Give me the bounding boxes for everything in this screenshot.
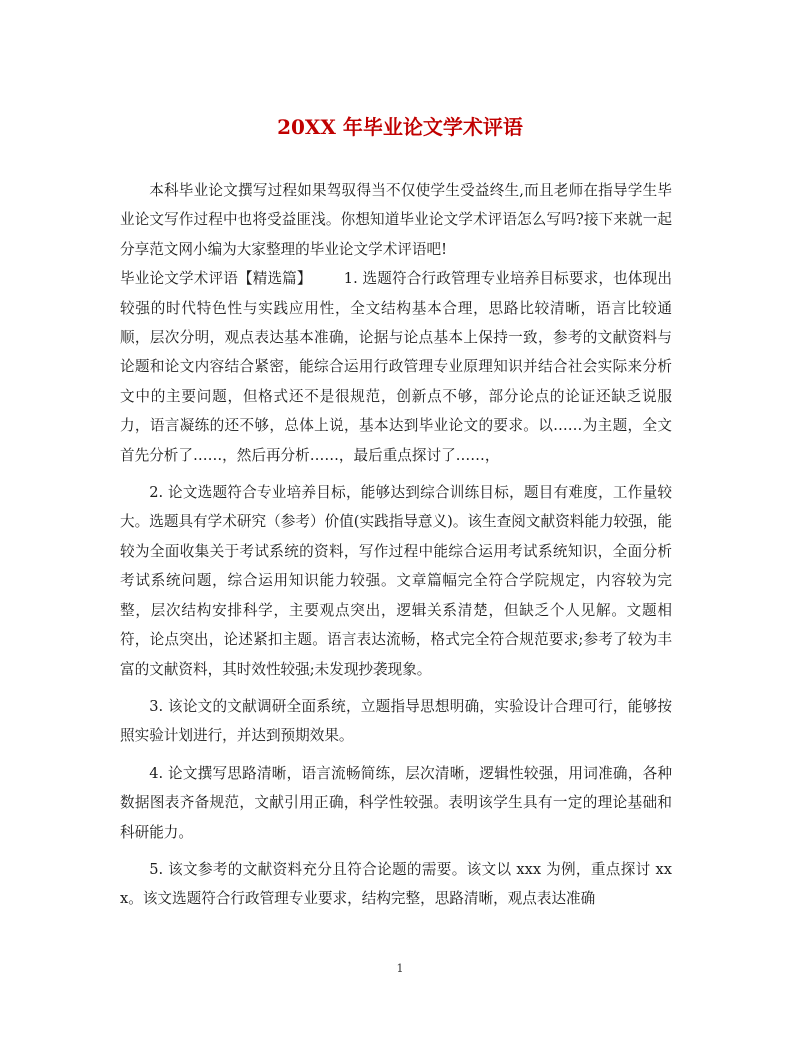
item-4-paragraph: 4. 论文撰写思路清晰，语言流畅简练，层次清晰，逻辑性较强，用词准确，各种数据图表齐备规范，文献引用正确，科学性较强。表明该学生具有一定的理论基础和科研能力。 <box>120 764 672 841</box>
item-3-paragraph: 3. 该论文的文献调研全面系统，立题指导思想明确，实验设计合理可行，能够按照实验计划进行，并达到预期效果。 <box>120 697 672 745</box>
section-heading: 毕业论文学术评语【精选篇】 <box>120 270 312 288</box>
page-number: 1 <box>396 962 404 975</box>
item-1-text: 1. 选题符合行政管理专业培养目标要求，也体现出较强的时代特色性与实践应用性，全文结构基本合理，思路比较清晰，语言比较通顺，层次分明，观点表达基本准确，论据与论点基本上保持一致，参考的文献资料与论题和论文内容结合紧密，能综合运用行政管理专业原理知识并结合社会实际来分析文中的主要问题，但格式还不是很规范，创新点不够，部分论点的论证还缺乏说服力，语言凝练的还不够，总体上说，基本达到毕业论文的要求。以……为主题，全文首先分析了……，然后再分析……，最后重点探讨了……， <box>120 270 672 464</box>
item-2-paragraph: 2. 论文选题符合专业培养目标，能够达到综合训练目标，题目有难度，工作量较大。选题具有学术研究（参考）价值(实践指导意义)。该生查阅文献资料能力较强，能较为全面收集关于考试系统的资料，写作过程中能综合运用考试系统知识，全面分析考试系统问题，综合运用知识能力较强。文章篇幅完全符合学院规定，内容较为完整，层次结构安排科学，主要观点突出，逻辑关系清楚，但缺乏个人见解。文题相符，论点突出，论述紧扣主题。语言表达流畅，格式完全符合规范要求;参考了较为丰富的文献资料，其时效性较强;未发现抄袭现象。 <box>120 484 672 678</box>
document-title: 20XX 年毕业论文学术评语 <box>277 115 523 139</box>
item-1-paragraph <box>120 264 672 470</box>
document-body <box>120 176 672 914</box>
intro-paragraph: 本科毕业论文撰写过程如果驾驭得当不仅使学生受益终生,而且老师在指导学生毕业论文写作过程中也将受益匪浅。你想知道毕业论文学术评语怎么写吗?接下来就一起分享范文网小编为大家整理的毕业论文学术评语吧! <box>120 182 672 258</box>
item-5-paragraph: 5. 该文参考的文献资料充分且符合论题的需要。该文以 xxx 为例，重点探讨 xxx。该文选题符合行政管理专业要求，结构完整，思路清晰，观点表达准确 <box>120 860 672 908</box>
